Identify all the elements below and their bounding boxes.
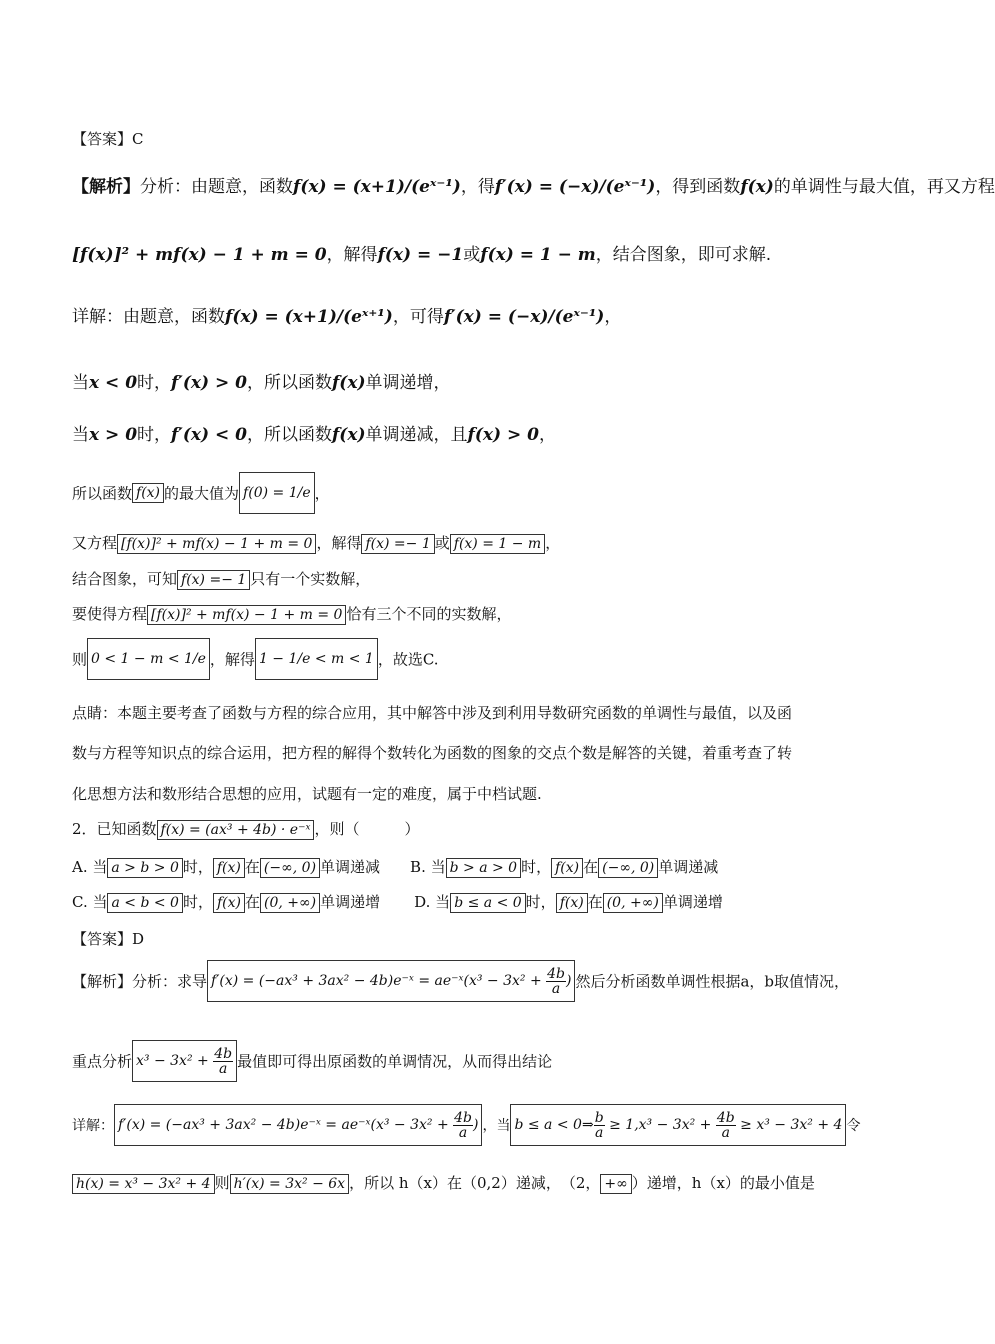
text: 时， (137, 425, 172, 445)
text: 单调递减 (320, 858, 381, 876)
math-box: f(x) (132, 483, 164, 503)
answer-text: 【答案】D (72, 930, 145, 948)
text: ，解得 (326, 245, 378, 265)
math: f(x) (331, 425, 366, 445)
text: 结合图象，可知 (72, 570, 178, 588)
detail2-line-1 (72, 1104, 860, 1146)
math-fprime: f′(x) = (−x)/(eˣ⁻¹) (494, 177, 656, 197)
math: f(x) (331, 373, 366, 393)
math: f′(x) = (−ax³ + 3ax² − 4b)e⁻ˣ = ae⁻ˣ(x³ − 3x² + (211, 973, 547, 989)
math-box: f(x) (551, 858, 583, 878)
text: 详解： (72, 1118, 114, 1134)
math-box: f(x) = (ax³ + 4b) · e⁻ˣ (157, 820, 315, 840)
text: ，所以函数 (246, 373, 332, 393)
math-box: f(x) =− 1 (177, 570, 250, 590)
answer-text: 【答案】C (72, 130, 144, 148)
comment-line-2 (72, 742, 792, 763)
math: ≥ 1,x³ − 3x² + (604, 1117, 716, 1133)
text: 数与方程等知识点的综合运用，把方程的解得个数转化为函数的图象的交点个数是解答的关键，着重考查了转 (72, 744, 793, 762)
text: 恰有三个不同的实数解， (346, 605, 512, 623)
text: 详解：由题意，函数 (72, 307, 225, 327)
numerator: 4b (214, 1045, 233, 1062)
math-box: f(x) (213, 893, 245, 913)
answer-label-2 (72, 928, 144, 949)
fraction (546, 967, 566, 996)
text: 在 (244, 858, 260, 876)
math-box: (−∞, 0) (598, 858, 658, 878)
text: 单调递增 (662, 893, 723, 911)
detail-line-3 (72, 420, 556, 445)
math-box: f(x) (213, 858, 245, 878)
text: ，得到函数 (655, 177, 741, 197)
math-root-1: f(x) = −1 (377, 245, 464, 265)
text: ，解得 (209, 650, 255, 669)
text: 2．已知函数 (72, 820, 157, 838)
analysis2-line-2 (72, 1040, 552, 1082)
text: 重点分析 (72, 1052, 133, 1071)
analysis-line-2 (72, 240, 771, 265)
question-2 (72, 818, 419, 840)
fraction (716, 1111, 736, 1140)
text: 单调递增， (365, 373, 451, 393)
math: f(x) > 0 (467, 425, 539, 445)
fraction (594, 1111, 605, 1140)
math-box: f(x) = 1 − m (450, 534, 545, 554)
text: 或 (434, 534, 450, 552)
denominator: a (218, 1060, 228, 1077)
text: D. 当 (414, 893, 451, 911)
math-box: b > a > 0 (446, 858, 521, 878)
comment-line-3 (72, 783, 542, 804)
math: f′(x) > 0 (171, 373, 247, 393)
text: 在 (583, 858, 599, 876)
analysis2-line-1 (72, 960, 849, 1002)
text: ，结合图象，即可求解. (595, 245, 772, 265)
text: 分析：由题意，函数 (140, 177, 293, 197)
detail-line-1 (72, 302, 621, 327)
detail-line-7 (72, 603, 511, 625)
math: ) (473, 1117, 479, 1133)
text: ，所以函数 (246, 425, 332, 445)
text: 当 (72, 425, 89, 445)
math-equation: [f(x)]² + mf(x) − 1 + m = 0 (72, 245, 327, 265)
detail-line-8 (72, 638, 439, 680)
text: 的单调性与最大值，再又方程 (773, 177, 995, 197)
math-box: b ≤ a < 0 (450, 893, 525, 913)
numerator: 4b (547, 965, 566, 982)
math-box: 0 < 1 − m < 1/e (87, 638, 210, 680)
text: 然后分析函数单调性根据a，b取值情况， (575, 972, 850, 991)
text: 时， (182, 893, 213, 911)
detail-line-6 (72, 568, 370, 590)
numerator: 4b (454, 1109, 472, 1126)
text: 【解析】分析：求导 (72, 972, 208, 991)
detail-line-4 (72, 472, 330, 514)
math-box: 1 − 1/e < m < 1 (255, 638, 378, 680)
math: x > 0 (89, 425, 138, 445)
detail-line-2 (72, 368, 451, 393)
text: 点睛：本题主要考查了函数与方程的综合应用，其中解答中涉及到利用导数研究函数的单调性与最值，以及函 (72, 704, 793, 722)
text: ，可得 (392, 307, 444, 327)
text: 令 (846, 1118, 861, 1134)
text: ，所以 h（x）在（0,2）递减， （2， (349, 1174, 601, 1192)
math-box: h′(x) = 3x² − 6x (230, 1174, 350, 1194)
text: A. 当 (72, 858, 108, 876)
math-box: h(x) = x³ − 3x² + 4 (72, 1174, 215, 1194)
math-box (114, 1104, 482, 1146)
denominator: a (594, 1124, 604, 1141)
text: 最值即可得出原函数的单调情况，从而得出结论 (237, 1052, 553, 1071)
fraction (453, 1111, 473, 1140)
text: 时， (521, 858, 552, 876)
math-box-derivative (207, 960, 575, 1002)
math-fx-def: f(x) = (x+1)/(eˣ⁻¹) (293, 177, 461, 197)
text: 在 (245, 893, 261, 911)
text: ， (538, 425, 556, 445)
text: 要使得方程 (72, 605, 148, 623)
text: 时， (137, 373, 172, 393)
text: 在 (587, 893, 603, 911)
text: ，当 (482, 1118, 511, 1134)
denominator: a (721, 1124, 730, 1141)
text: 单调递减 (658, 858, 719, 876)
text: C. 当 (72, 893, 108, 911)
detail-line-5 (72, 532, 560, 554)
math-fprime: f′(x) = (−x)/(eˣ⁻¹) (443, 307, 605, 327)
text: B. 当 (410, 858, 446, 876)
text: 单调递减，且 (365, 425, 468, 445)
text: 化思想方法和数形结合思想的应用，试题有一定的难度，属于中档试题. (72, 785, 542, 803)
math-fx: f(x) (740, 177, 774, 197)
math: x³ − 3x² + (136, 1053, 214, 1069)
math-box (132, 1040, 237, 1082)
math-box: [f(x)]² + mf(x) − 1 + m = 0 (117, 534, 316, 554)
denominator: a (551, 980, 561, 997)
denominator: a (458, 1124, 468, 1141)
analysis-line-1 (72, 172, 995, 197)
math-fx-def: f(x) = (x+1)/(eˣ⁺¹) (225, 307, 393, 327)
text: ，则（ ） (314, 820, 420, 838)
math: f′(x) = (−ax³ + 3ax² − 4b)e⁻ˣ = ae⁻ˣ(x³ − 3x² + (118, 1117, 454, 1133)
math: b ≤ a < 0⇒ (514, 1117, 594, 1133)
text: ）递增，h（x）的最小值是 (631, 1174, 815, 1192)
math-root-2: f(x) = 1 − m (480, 245, 596, 265)
text: ，解得 (316, 534, 362, 552)
text: 则 (72, 650, 88, 669)
text: ， (604, 307, 622, 327)
comment-line-1 (72, 702, 792, 723)
text: 单调递增 (320, 893, 381, 911)
detail2-line-2 (72, 1172, 815, 1194)
math-box: [f(x)]² + mf(x) − 1 + m = 0 (147, 605, 346, 625)
text: 的最大值为 (164, 484, 240, 503)
math: ) (566, 973, 572, 989)
math-box: (0, +∞) (260, 893, 320, 913)
text: ，得 (460, 177, 495, 197)
text: 时， (525, 893, 556, 911)
text: 当 (72, 373, 89, 393)
text: 时， (182, 858, 213, 876)
math-box (510, 1104, 846, 1146)
math: x < 0 (89, 373, 138, 393)
math-box: (0, +∞) (603, 893, 663, 913)
text: 则 (214, 1174, 230, 1192)
text: 所以函数 (72, 484, 133, 503)
fraction (213, 1047, 233, 1076)
analysis-label: 【解析】 (72, 177, 140, 197)
math-box: f(x) (556, 893, 588, 913)
options-ab (72, 856, 718, 878)
text: 只有一个实数解， (250, 570, 371, 588)
options-cd (72, 891, 723, 913)
answer-label-1 (72, 128, 143, 149)
math-box: a < b < 0 (107, 893, 182, 913)
text: 又方程 (72, 534, 118, 552)
text: ， (545, 534, 561, 552)
text: 或 (463, 245, 481, 265)
math-box: +∞ (600, 1174, 631, 1194)
math: f′(x) < 0 (171, 425, 247, 445)
math-box: a > b > 0 (107, 858, 182, 878)
math-box: f(x) =− 1 (361, 534, 434, 554)
math: ≥ x³ − 3x² + 4 (735, 1117, 843, 1133)
math-box-max: f(0) = 1/e (239, 472, 315, 514)
numerator: b (594, 1109, 604, 1126)
math-box: (−∞, 0) (260, 858, 320, 878)
text: ， (314, 484, 330, 503)
text: ，故选C. (377, 650, 439, 669)
numerator: 4b (716, 1109, 735, 1126)
